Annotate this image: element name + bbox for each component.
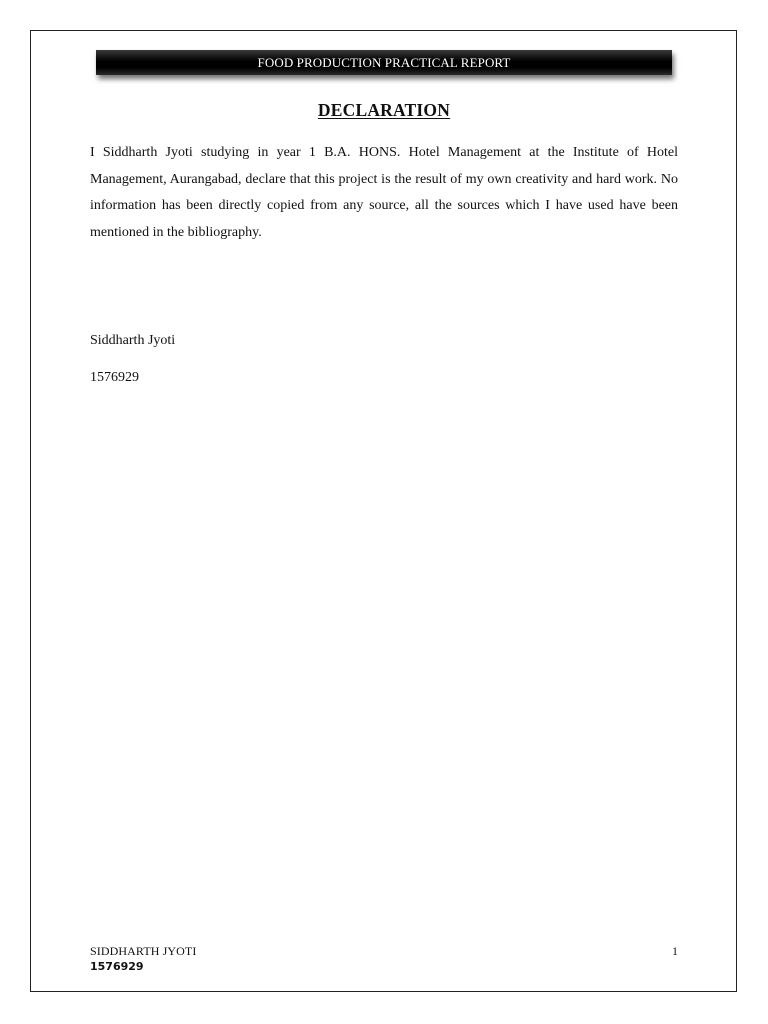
declaration-paragraph: I Siddharth Jyoti studying in year 1 B.A. HONS. Hotel Management at the Institute of Hotel Management, Aurangabad, declare that this project is the result of my own creativity and hard work. No information has been directly copied from any source, all the sources which I have used have been mentioned in the bibliography. <box>90 145 678 240</box>
footer-name: SIDDHARTH JYOTI <box>90 944 197 958</box>
signature-name: Siddharth Jyoti <box>90 333 176 348</box>
header-banner-text: FOOD PRODUCTION PRACTICAL REPORT <box>257 54 511 70</box>
header-banner <box>96 50 672 75</box>
page-number: 1 <box>672 944 678 958</box>
footer-number: 1576929 <box>90 960 144 973</box>
page-title: DECLARATION <box>317 100 451 120</box>
signature-number: 1576929 <box>90 370 139 385</box>
